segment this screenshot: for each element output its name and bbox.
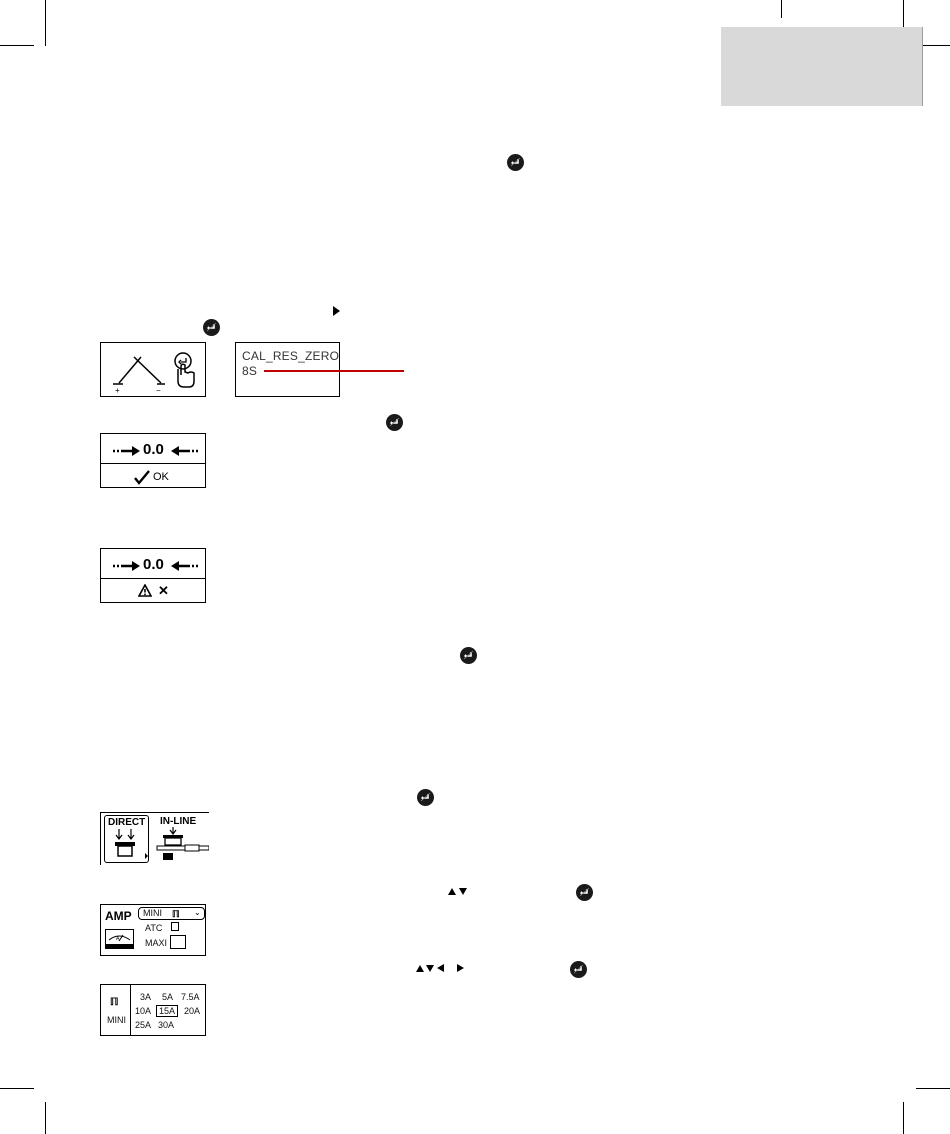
crop-mark	[916, 1088, 950, 1089]
crop-mark	[0, 45, 34, 46]
enter-button-icon	[570, 961, 587, 978]
ok-status: OK	[153, 471, 169, 483]
enter-button-icon	[386, 414, 403, 431]
direct-probe-icon	[111, 828, 141, 860]
lcd-zero-ok	[100, 433, 206, 488]
right-arrow-icon	[457, 964, 464, 972]
right-arrow-icon	[333, 306, 340, 316]
arrow-in-right	[169, 444, 199, 462]
up-arrow-icon	[448, 888, 456, 895]
lcd-divider	[101, 578, 205, 579]
crop-mark	[0, 1088, 34, 1089]
lcd-divider	[130, 985, 131, 1035]
arrow-in-left	[112, 559, 142, 577]
crop-mark	[45, 0, 46, 46]
inline-label: IN-LINE	[160, 816, 197, 827]
maxi-fuse-icon	[170, 935, 186, 949]
arrow-in-right	[169, 559, 199, 577]
svg-text:−: −	[156, 386, 161, 395]
fuse-rating-value: 5A	[162, 992, 174, 1002]
enter-button-icon	[203, 319, 220, 336]
lcd-fuse-type	[100, 904, 206, 956]
down-arrow-icon	[426, 965, 434, 972]
chapter-tab	[721, 27, 922, 106]
ammeter-icon	[105, 929, 134, 949]
left-arrow-icon	[437, 964, 444, 972]
lcd-divider	[101, 463, 205, 464]
fuse-rating-value: 7.5A	[181, 992, 200, 1002]
cal-line1: CAL_RES_ZERO	[242, 349, 340, 363]
fuse-rating-type: MINI	[107, 1015, 126, 1025]
warning-icon	[138, 584, 152, 602]
fuse-option-selected	[138, 907, 205, 920]
fuse-option-maxi: MAXI	[145, 938, 168, 948]
mini-fuse-icon: ℿ	[172, 909, 180, 919]
fuse-rating-value: 10A	[135, 1006, 152, 1016]
crop-mark	[45, 1102, 46, 1134]
up-arrow-icon	[416, 965, 424, 972]
direct-option	[104, 815, 149, 863]
enter-button-icon	[417, 789, 434, 806]
countdown-callout-line	[264, 370, 404, 372]
lcd-fuse-rating	[100, 984, 206, 1036]
fuse-rating-value: 3A	[140, 992, 152, 1002]
down-arrow-icon	[459, 888, 467, 895]
enter-button-icon	[576, 884, 593, 901]
cal-countdown: 8S	[242, 364, 258, 378]
inline-probe-icon	[153, 827, 209, 863]
fuse-option-mini: MINI	[143, 908, 162, 918]
chapter-tab-edge	[922, 27, 923, 106]
fuse-rating-value: 25A	[135, 1020, 152, 1030]
fuse-rating-selected: 15A	[156, 1005, 178, 1017]
svg-text:A: A	[116, 936, 120, 942]
crop-mark	[903, 1102, 904, 1134]
lcd-test-leads	[100, 342, 206, 397]
crop-mark	[781, 0, 782, 18]
fuse-rating-value: 20A	[184, 1006, 201, 1016]
atc-fuse-icon	[171, 922, 179, 931]
zero-reading: 0.0	[143, 441, 164, 458]
enter-button-icon	[507, 154, 524, 171]
lcd-mode-select	[100, 812, 209, 865]
amp-label: AMP	[105, 909, 132, 923]
arrow-in-left	[112, 444, 142, 462]
hand-press-icon	[169, 351, 199, 391]
fuse-option-atc: ATC	[145, 923, 163, 933]
fuse-rating-value: 30A	[158, 1020, 175, 1030]
chevron-down-icon: ⌄	[194, 908, 201, 917]
mini-fuse-icon: ℿ	[110, 997, 119, 1008]
enter-button-icon	[460, 647, 477, 664]
direct-label: DIRECT	[108, 817, 146, 828]
zero-reading: 0.0	[143, 556, 164, 573]
lcd-zero-fail	[100, 548, 206, 603]
fail-status: ✕	[158, 583, 169, 598]
scroll-indicator	[145, 853, 148, 859]
svg-text:+: +	[115, 386, 120, 395]
check-icon	[133, 469, 151, 490]
